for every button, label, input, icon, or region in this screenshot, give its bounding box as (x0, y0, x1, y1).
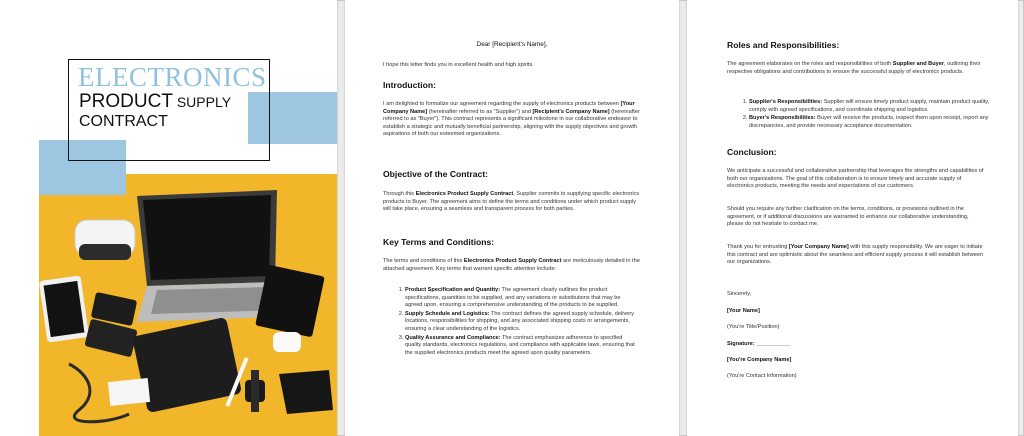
objective-paragraph (383, 191, 643, 214)
cover-page (0, 0, 337, 436)
signer-company: [You're Company Name] (727, 357, 792, 363)
signer-title: (You're Title/Position) (727, 324, 780, 330)
terms-list (395, 287, 637, 358)
objective-text-2: , Supplier commits to supplying specific electronics products to Buyer. The agreement aims to define the terms and conditions under which product supply will take place, ensuring a seamless and transparent process for both parties. (383, 191, 640, 213)
terms-list-item (405, 335, 637, 358)
roles-text-1: The agreement elaborates on the roles and responsibilities of both (727, 61, 893, 67)
term-text: The agreement clearly outlines the product specifications, quantities to be supplied, and any variations or substitutions that may be agreed upon, ensuring a comprehensive understanding of the products to be supplied. (405, 287, 621, 309)
term-label: Supply Schedule and Logistics: (405, 310, 490, 317)
terms-text-1: The terms and conditions of this (383, 258, 464, 264)
electronics-photo (39, 174, 337, 436)
intro-text-3: (hereinafter referred to as "Buyer"). This contract represents a significant milestone in our collaborative endeavor to establish a strategic and mutually beneficial partnership, aligning with the supply objectives and growth aspirations of both our esteemed organizations. (383, 108, 640, 138)
heading-objective: Objective of the Contract: (383, 169, 489, 179)
heading-terms: Key Terms and Conditions: (383, 237, 495, 247)
thanks-text-1: Thank you for entrusting (727, 244, 789, 250)
salutation-text: Dear [Recipient's Name], (476, 41, 548, 48)
heading-introduction: Introduction: (383, 80, 436, 90)
role-text: Buyer will receive the products, inspect them upon receipt, report any discrepancies, and provide necessary acceptance documentation. (749, 115, 989, 129)
intro-company: [Your Company Name] (383, 101, 635, 115)
term-text: The contract defines the agreed supply schedule, delivery locations, responsibilities for shipping, and any associated shipping costs or arrangements, ensuring a clear understanding of the logistics. (405, 310, 635, 332)
signer-contact: (You're Contact Information) (727, 373, 797, 379)
roles-list-item (749, 99, 997, 114)
clarification-paragraph: Should you require any further clarification on the terms, conditions, or provisions outlined in the agreement, or if additional discussions are warranted to enhance our collaborative understanding, please do not hesitate to contact me. (727, 206, 969, 228)
terms-list-item (405, 311, 637, 334)
thanks-text-2: with this supply responsibility. We are eager to initiate this contract and are optimistic about the seamless and efficient supply process it will establish between our organizations. (727, 244, 984, 266)
thanks-company: [Your Company Name] (788, 244, 849, 250)
objective-text-1: Through this (383, 191, 416, 197)
heading-roles: Roles and Responsibilities: (727, 40, 840, 50)
objective-contract-name: Electronics Product Supply Contract (415, 191, 514, 197)
cover-title-product: PRODUCT (79, 91, 173, 112)
intro-text-2: (hereinafter referred to as "Supplier") and (427, 108, 533, 115)
greeting: I hope this letter finds you in excellent health and high spirits. (383, 62, 534, 68)
salutation (345, 41, 679, 49)
cover-title-line3: CONTRACT (79, 113, 168, 130)
roles-parties: Supplier and Buyer (892, 61, 945, 67)
thanks-paragraph (727, 244, 985, 267)
terms-paragraph (383, 258, 645, 273)
signature-line: Signature: ___________ (727, 341, 791, 347)
terms-contract-name: Electronics Product Supply Contract (463, 258, 562, 264)
term-text: The contract emphasizes adherence to specified quality standards, electronics regulations, and compliance with applicable laws, ensuring that the supplied electronics products meet the agreed upon quality parameters. (405, 334, 635, 356)
cover-title-line1: ELECTRONICS (78, 62, 267, 92)
term-label: Product Specification and Quantity: (405, 287, 501, 293)
conclusion-paragraph: We anticipate a successful and collaborative partnership that leverages the strengths and capabilities of both our organizations. The goal of this collaboration is to ensure timely and accurate supply of electronics products, meeting the needs and expectations of our customers. (727, 168, 984, 190)
signer-name: [Your Name] (727, 308, 760, 314)
role-label: Supplier's Responsibilities: (749, 99, 823, 105)
role-label: Buyer's Responsibilities: (749, 115, 816, 122)
letter-page-2 (687, 0, 1018, 436)
terms-list-item (405, 287, 637, 310)
intro-paragraph (383, 101, 645, 139)
role-text: Supplier will ensure timely product supply, maintain product quality, comply with agreed specifications, and coordinate shipping and logistics. (749, 99, 990, 113)
roles-list-item (749, 115, 997, 130)
intro-text-1: I am delighted to formalize our agreement regarding the supply of electronics products between (383, 101, 621, 107)
intro-recipient: [Recipient's Company Name] (532, 108, 610, 115)
roles-text-2: , outlining their respective obligations and contributions to ensure the successful supply of electronics products. (727, 61, 981, 75)
letter-page-1 (345, 0, 679, 436)
cover-title-supply: SUPPLY (172, 94, 232, 110)
term-label: Quality Assurance and Compliance: (405, 334, 501, 341)
heading-conclusion: Conclusion: (727, 147, 777, 157)
sign-off: Sincerely, (727, 291, 752, 297)
terms-text-2: are meticulously detailed in the attached agreement. Key terms that warrant specific attention include: (383, 258, 640, 272)
roles-list (739, 99, 997, 131)
roles-paragraph (727, 61, 985, 76)
cover-title-line2 (79, 91, 231, 113)
